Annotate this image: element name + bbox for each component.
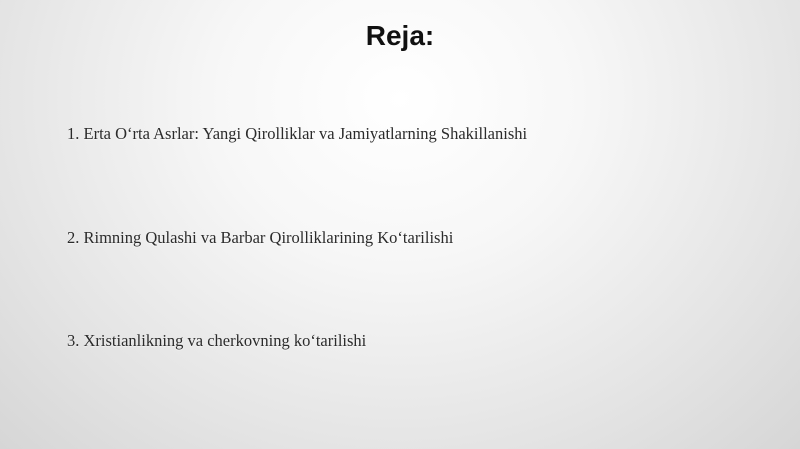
plan-item-3: 3. Xristianlikning va cherkovning ko‘tarilishi: [67, 331, 367, 350]
plan-item-1: 1. Erta O‘rta Asrlar: Yangi Qirolliklar va Jamiyatlarning Shakillanishi: [67, 124, 528, 143]
slide-title: Reja:: [365, 20, 435, 51]
plan-item-2: 2. Rimning Qulashi va Barbar Qirolliklarining Ko‘tarilishi: [67, 228, 454, 247]
